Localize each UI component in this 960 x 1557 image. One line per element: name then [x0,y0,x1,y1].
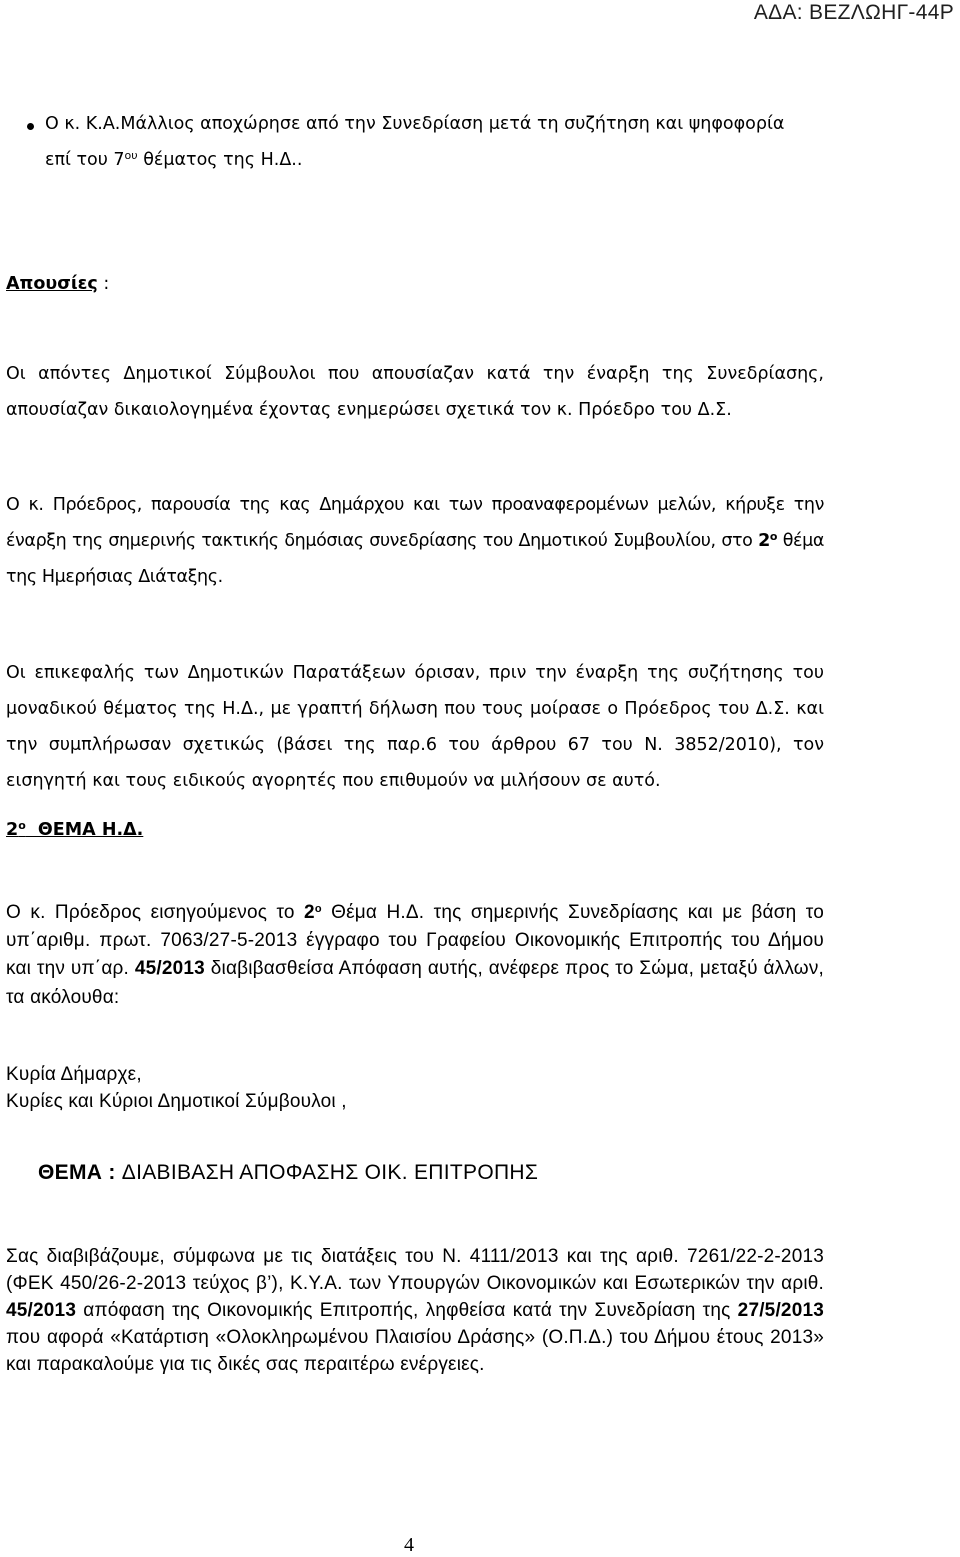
bullet-icon [27,123,34,130]
absences-label: Απουσίες [6,274,98,294]
president-intro-paragraph: Ο κ. Πρόεδρος εισηγούμενος το $2^o$ Θέμα Η.Δ. της σημερινής Συνεδρίασης και με βάση το υπ΄αριθμ. πρωτ. 7063/27-5-2013 έγγραφο του Γραφείου Οικονομικής Επιτροπής του Δήμου και την υπ΄αρ. 45/2013 διαβιβασθείσα Απόφαση αυτής, ανέφερε προς το Σώμα, μεταξύ άλλων, τα ακόλουθα: [6,902,824,1008]
absences-paragraph: Οι απόντες Δημοτικοί Σύμβουλοι που απουσίαζαν κατά την έναρξη της Συνεδρίασης, απουσίαζαν δικαιολογημένα έχοντας ενημερώσει σχετικά τον κ. Πρόεδρο του Δ.Σ. [6,364,824,420]
theme-heading: $2^o$ ΘΕΜΑ Η.Δ. [6,819,144,840]
letter-paragraph: Σας διαβιβάζουμε, σύμφωνα με τις διατάξεις του Ν. 4111/2013 και της αριθ. 7261/22-2-2013 (ΦΕΚ 450/26-2-2013 τεύχος β’), Κ.Υ.Α. των Υπουργών Οικονομικών και Εσωτερικών την αριθ. 45/2013 απόφαση της Οικονομικής Επιτροπής, ληφθείσα κατά την Συνεδρίαση της 27/5/2013 που αφορά «Κατάρτιση «Ολοκληρωμένου Πλαισίου Δράσης» (Ο.Π.Δ.) του Δήμου έτους 2013» και παρακαλούμε για τις δικές σας περαιτέρω ενέργειες. [6,1246,824,1375]
ada-header: ΑΔΑ: ΒΕΖΛΩΗΓ-44Ρ [753,1,954,24]
factions-paragraph: Οι επικεφαλής των Δημοτικών Παρατάξεων όρισαν, πριν την έναρξη της συζήτησης του μοναδικού θέματος της Η.Δ., με γραπτή δήλωση που τους μοίρασε ο Πρόεδρος του Δ.Σ. και την συμπλήρωσαν σχετικώς (βάσει της παρ.6 του άρθρου 67 του Ν. 3852/2010), τον εισηγητή και τους ειδικούς αγορητές που επιθυμούν να μιλήσουν σε αυτό. [6,663,824,791]
bullet-line-2: επί του $7^{o\upsilon}$ θέματος της Η.Δ.. [45,149,303,170]
page-number: 4 [404,1534,414,1556]
greeting-line-1: Κυρία Δήμαρχε, [6,1064,142,1085]
opening-paragraph: Ο κ. Πρόεδρος, παρουσία της κας Δημάρχου και των προαναφερομένων μελών, κήρυξε την έναρξη της σημερινής τακτικής δημόσιας συνεδρίασης του Δημοτικού Συμβουλίου, στο $2^o$ θέμα της Ημερήσιας Διάταξης. [6,495,824,587]
bullet-line-1: Ο κ. Κ.Α.Μάλλιος αποχώρησε από την Συνεδρίαση μετά τη συζήτηση και ψηφοφορία [45,114,785,134]
subject-heading: ΘΕΜΑ : ΔΙΑΒΙΒΑΣΗ ΑΠΟΦΑΣΗΣ ΟΙΚ. ΕΠΙΤΡΟΠΗΣ [38,1161,539,1184]
greeting-line-2: Κυρίες και Κύριοι Δημοτικοί Σύμβουλοι , [6,1091,347,1112]
bullet-paragraph [45,106,835,178]
absences-heading: Απουσίες : [6,274,110,294]
